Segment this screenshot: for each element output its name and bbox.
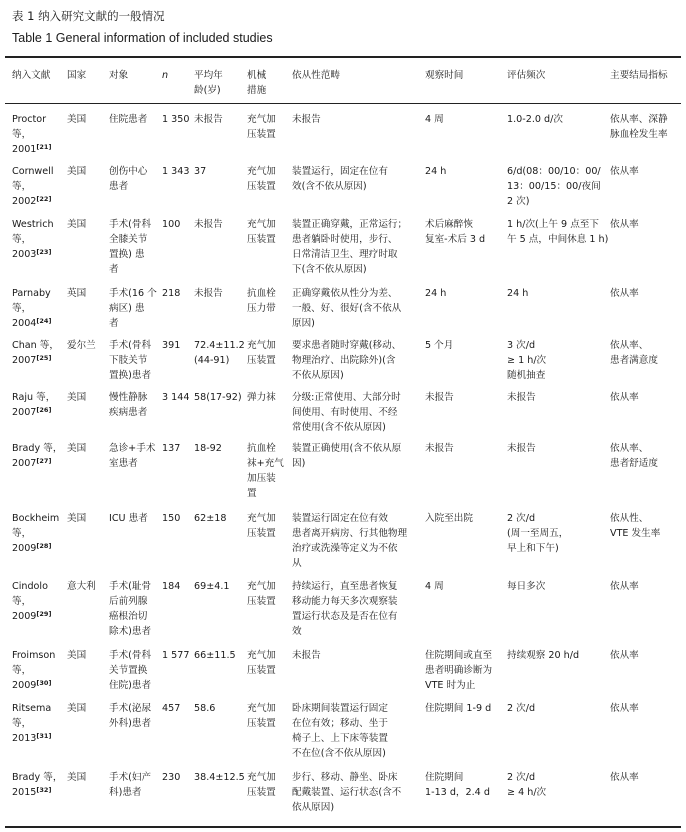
cell-age: 37 xyxy=(194,166,207,177)
header-study: 纳入文献 xyxy=(12,70,51,81)
cell-n: 3 144 xyxy=(162,392,190,403)
cell-measure: 抗血栓 压力带 xyxy=(247,288,276,314)
cell-subject: 手术(骨科 关节置换 住院)患者 xyxy=(109,650,152,691)
cell-compliance: 步行、移动、静坐、卧床 配戴装置、运行状态(含不 依从原因) xyxy=(292,772,402,813)
cell-compliance: 未报告 xyxy=(292,114,321,125)
cell-n: 391 xyxy=(162,340,181,351)
cell-outcome: 依从性、 VTE 发生率 xyxy=(610,513,661,539)
cell-frequency: 1.0-2.0 d/次 xyxy=(507,114,563,125)
cell-frequency: 3 次/d ≥ 1 h/次 随机抽查 xyxy=(507,340,547,381)
cell-measure: 充气加 压装置 xyxy=(247,581,276,607)
cell-subject: 手术(骨科 下肢关节 置换)患者 xyxy=(109,340,152,381)
cell-measure: 抗血栓 袜+充气 加压装 置 xyxy=(247,443,284,499)
reference-number: [30] xyxy=(36,679,52,687)
cell-measure: 充气加 压装置 xyxy=(247,772,276,798)
cell-n: 457 xyxy=(162,703,181,714)
table-caption-en: Table 1 General information of included studies xyxy=(12,31,273,45)
cell-country: 美国 xyxy=(67,114,87,125)
cell-age: 66±11.5 xyxy=(194,650,236,661)
cell-measure: 充气加 压装置 xyxy=(247,650,276,676)
cell-observation-time: 入院至出院 xyxy=(425,513,473,524)
header-frequency: 评估频次 xyxy=(507,70,546,81)
header-age: 平均年 龄(岁) xyxy=(194,70,223,96)
cell-observation-time: 24 h xyxy=(425,288,447,299)
cell-outcome: 依从率、 患者舒适度 xyxy=(610,443,658,469)
cell-country: 美国 xyxy=(67,443,87,454)
cell-age: 38.4±12.5 xyxy=(194,772,245,783)
cell-study: Raju 等， 2007[26] xyxy=(12,392,56,418)
reference-number: [27] xyxy=(36,457,52,465)
cell-age: 18-92 xyxy=(194,443,222,454)
reference-number: [26] xyxy=(36,406,52,414)
cell-measure: 充气加 压装置 xyxy=(247,114,276,140)
cell-outcome: 依从率 xyxy=(610,166,639,177)
header-compliance: 依从性范畴 xyxy=(292,70,340,81)
cell-observation-time: 住院期间 1-9 d xyxy=(425,703,492,714)
cell-study: Brady 等， 2015[32] xyxy=(12,772,63,798)
cell-n: 218 xyxy=(162,288,181,299)
cell-compliance: 装置运行，固定在位有 效(含不依从原因) xyxy=(292,166,388,192)
cell-country: 意大利 xyxy=(67,581,96,592)
cell-frequency: 6/d(08：00/10：00/ 13：00/15：00/夜间 2 次) xyxy=(507,166,601,207)
cell-subject: 手术(16 个 病区) 患 者 xyxy=(109,288,157,329)
reference-number: [28] xyxy=(36,542,52,550)
cell-study: Chan 等， 2007[25] xyxy=(12,340,59,366)
cell-n: 100 xyxy=(162,219,181,230)
cell-outcome: 依从率 xyxy=(610,650,639,661)
table-header-rule xyxy=(5,103,681,104)
cell-outcome: 依从率 xyxy=(610,288,639,299)
cell-observation-time: 未报告 xyxy=(425,392,454,403)
header-subject: 对象 xyxy=(109,70,129,81)
cell-compliance: 未报告 xyxy=(292,650,321,661)
cell-measure: 弹力袜 xyxy=(247,392,276,403)
cell-frequency: 1 h/次(上午 9 点至下 午 5 点，中间休息 1 h) xyxy=(507,219,609,245)
cell-age: 69±4.1 xyxy=(194,581,230,592)
cell-compliance: 装置正确使用(含不依从原 因) xyxy=(292,443,402,469)
cell-compliance: 正确穿戴依从性分为差、 一般、好、很好(含不依从 原因) xyxy=(292,288,402,329)
reference-number: [21] xyxy=(36,143,52,151)
reference-number: [29] xyxy=(36,610,52,618)
cell-observation-time: 24 h xyxy=(425,166,447,177)
cell-observation-time: 4 周 xyxy=(425,114,444,125)
cell-measure: 充气加 压装置 xyxy=(247,219,276,245)
cell-subject: ICU 患者 xyxy=(109,513,148,524)
cell-frequency: 2 次/d ≥ 4 h/次 xyxy=(507,772,547,798)
cell-compliance: 持续运行，直至患者恢复 移动能力每天多次观察装 置运行状态及是否在位有 效 xyxy=(292,581,398,637)
reference-number: [32] xyxy=(36,786,52,794)
cell-n: 1 343 xyxy=(162,166,190,177)
cell-country: 美国 xyxy=(67,650,87,661)
cell-measure: 充气加 压装置 xyxy=(247,340,276,366)
cell-frequency: 未报告 xyxy=(507,392,536,403)
cell-outcome: 依从率、 患者满意度 xyxy=(610,340,658,366)
cell-country: 美国 xyxy=(67,166,87,177)
cell-measure: 充气加 压装置 xyxy=(247,166,276,192)
header-n: n xyxy=(162,70,169,81)
cell-study: Proctor 等， 2001[21] xyxy=(12,114,52,155)
cell-frequency: 持续观察 20 h/d xyxy=(507,650,580,661)
cell-age: 72.4±11.2 (44-91) xyxy=(194,340,245,366)
cell-frequency: 未报告 xyxy=(507,443,536,454)
cell-age: 62±18 xyxy=(194,513,227,524)
cell-observation-time: 住院期间或直至 患者明确诊断为 VTE 时为止 xyxy=(425,650,493,691)
cell-n: 184 xyxy=(162,581,181,592)
cell-n: 230 xyxy=(162,772,181,783)
cell-n: 137 xyxy=(162,443,181,454)
cell-frequency: 2 次/d (周一至周五， 早上和下午) xyxy=(507,513,569,554)
cell-compliance: 装置运行固定在位有效 患者离开病房、行其他物理 治疗或洗澡等定义为不依 从 xyxy=(292,513,408,569)
cell-country: 美国 xyxy=(67,772,87,783)
cell-age: 未报告 xyxy=(194,219,223,230)
cell-country: 英国 xyxy=(67,288,87,299)
cell-outcome: 依从率 xyxy=(610,219,639,230)
cell-country: 美国 xyxy=(67,392,87,403)
cell-observation-time: 5 个月 xyxy=(425,340,454,351)
cell-country: 美国 xyxy=(67,703,87,714)
cell-frequency: 2 次/d xyxy=(507,703,536,714)
cell-measure: 充气加 压装置 xyxy=(247,513,276,539)
cell-subject: 创伤中心 患者 xyxy=(109,166,148,192)
reference-number: [31] xyxy=(36,732,52,740)
cell-subject: 手术(泌尿 外科)患者 xyxy=(109,703,152,729)
cell-age: 58.6 xyxy=(194,703,216,714)
cell-n: 150 xyxy=(162,513,181,524)
cell-observation-time: 住院期间 1-13 d，2.4 d xyxy=(425,772,490,798)
cell-country: 美国 xyxy=(67,513,87,524)
reference-number: [25] xyxy=(36,354,52,362)
cell-outcome: 依从率 xyxy=(610,392,639,403)
header-measure: 机械 措施 xyxy=(247,70,267,96)
cell-subject: 手术(耻骨 后前列腺 癌根治切 除术)患者 xyxy=(109,581,152,637)
cell-compliance: 要求患者随时穿戴(移动、 物理治疗、出院除外)(含 不依从原因) xyxy=(292,340,402,381)
cell-outcome: 依从率、深静 脉血栓发生率 xyxy=(610,114,668,140)
cell-study: Bockheim 等， 2009[28] xyxy=(12,513,60,554)
cell-compliance: 卧床期间装置运行固定 在位有效；移动、坐于 椅子上、上下床等装置 不在位(含不依从原因) xyxy=(292,703,388,759)
cell-study: Ritsema 等， 2013[31] xyxy=(12,703,52,744)
cell-country: 爱尔兰 xyxy=(67,340,96,351)
cell-measure: 充气加 压装置 xyxy=(247,703,276,729)
cell-study: Westrich 等， 2003[23] xyxy=(12,219,54,260)
table-top-rule xyxy=(5,56,681,58)
cell-study: Brady 等， 2007[27] xyxy=(12,443,63,469)
reference-number: [23] xyxy=(36,248,52,256)
cell-observation-time: 4 周 xyxy=(425,581,444,592)
table-caption-zh: 表 1 纳入研究文献的一般情况 xyxy=(12,9,165,23)
cell-study: Cindolo 等， 2009[29] xyxy=(12,581,52,622)
table-bottom-rule xyxy=(5,826,681,828)
cell-compliance: 分级:正常使用、大部分时 间使用、有时使用、不经 常使用(含不依从原因) xyxy=(292,392,401,433)
cell-subject: 手术(妇产 科)患者 xyxy=(109,772,152,798)
cell-age: 未报告 xyxy=(194,288,223,299)
cell-observation-time: 术后麻醉恢 复室-术后 3 d xyxy=(425,219,486,245)
reference-number: [24] xyxy=(36,317,52,325)
cell-frequency: 24 h xyxy=(507,288,529,299)
header-country: 国家 xyxy=(67,70,87,81)
reference-number: [22] xyxy=(36,195,52,203)
cell-compliance: 装置正确穿戴，正常运行； 患者躺卧时使用，步行、 日常清洁卫生、理疗时取 下(含不依从原因) xyxy=(292,219,408,275)
cell-observation-time: 未报告 xyxy=(425,443,454,454)
cell-study: Cornwell 等， 2002[22] xyxy=(12,166,54,207)
cell-n: 1 577 xyxy=(162,650,190,661)
cell-subject: 慢性静脉 疾病患者 xyxy=(109,392,148,418)
cell-frequency: 每日多次 xyxy=(507,581,546,592)
cell-subject: 住院患者 xyxy=(109,114,148,125)
cell-country: 美国 xyxy=(67,219,87,230)
cell-outcome: 依从率 xyxy=(610,581,639,592)
cell-study: Parnaby 等， 2004[24] xyxy=(12,288,52,329)
cell-outcome: 依从率 xyxy=(610,703,639,714)
cell-age: 58(17-92) xyxy=(194,392,242,403)
cell-age: 未报告 xyxy=(194,114,223,125)
cell-n: 1 350 xyxy=(162,114,190,125)
header-outcome: 主要结局指标 xyxy=(610,70,668,81)
header-time: 观察时间 xyxy=(425,70,464,81)
cell-study: Froimson 等， 2009[30] xyxy=(12,650,56,691)
cell-subject: 急诊+手术 室患者 xyxy=(109,443,156,469)
cell-subject: 手术(骨科 全膝关节 置换) 患 者 xyxy=(109,219,152,275)
cell-outcome: 依从率 xyxy=(610,772,639,783)
